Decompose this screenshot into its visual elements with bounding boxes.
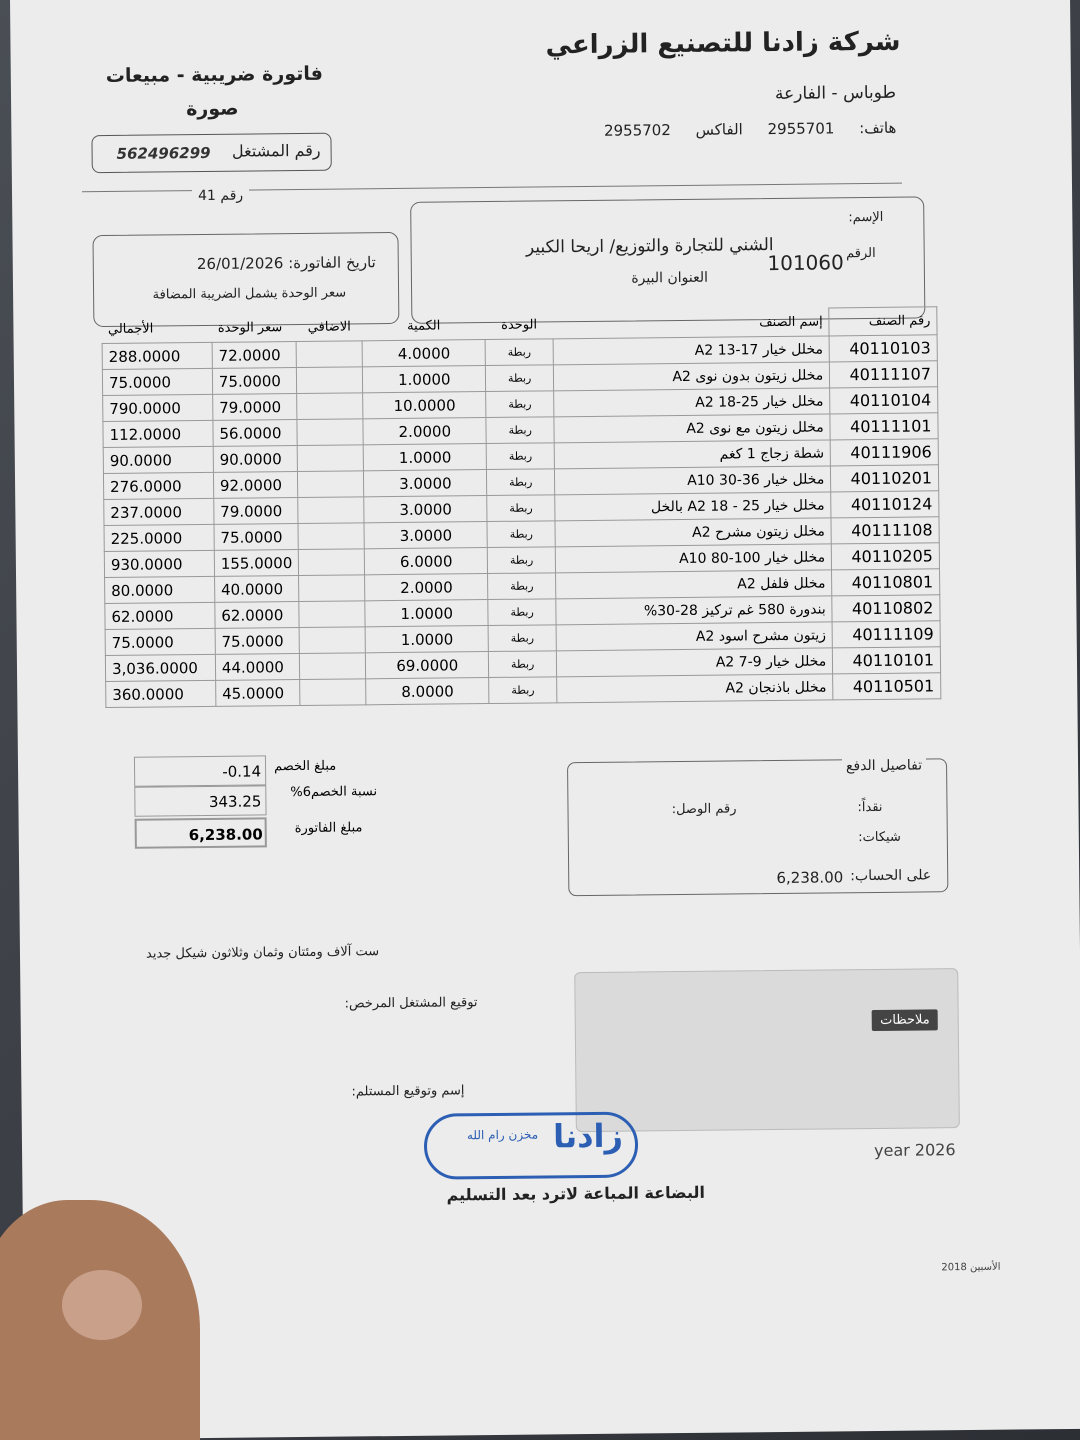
item-qty: 3.0000 bbox=[364, 522, 487, 549]
item-total: 276.0000 bbox=[103, 472, 213, 499]
item-additional bbox=[297, 367, 363, 394]
item-unit: ربطة bbox=[488, 625, 556, 652]
item-unit-price: 75.0000 bbox=[212, 368, 297, 395]
item-unit: ربطة bbox=[488, 573, 556, 600]
operator-label: رقم المشتغل bbox=[231, 140, 321, 161]
item-name: مخلل خيار 25 - 18 A2 بالخل bbox=[555, 492, 832, 521]
item-additional bbox=[299, 601, 365, 628]
item-code: 40110801 bbox=[832, 569, 940, 596]
invoice-total: 6,238.00 bbox=[188, 825, 263, 845]
header-total: الأجمالي bbox=[107, 321, 154, 337]
item-qty: 1.0000 bbox=[363, 444, 486, 471]
item-unit: ربطة bbox=[488, 599, 556, 626]
item-name: مخلل خيار 9-7 A2 bbox=[556, 648, 833, 677]
operator-number-box bbox=[91, 133, 331, 174]
item-total: 3,036.0000 bbox=[105, 654, 215, 681]
item-qty: 1.0000 bbox=[365, 626, 488, 653]
amount-in-words: ست آلاف ومئتان وثمان وثلاثون شيكل جديد bbox=[145, 944, 380, 962]
discount-amount-label: مبلغ الخصم bbox=[273, 758, 337, 775]
header-qty: الكمية bbox=[407, 318, 441, 334]
item-qty: 3.0000 bbox=[364, 496, 487, 523]
item-unit-price: 45.0000 bbox=[215, 679, 300, 706]
item-name: مخلل خيار 17-13 A2 bbox=[553, 336, 830, 365]
item-code: 40110104 bbox=[830, 387, 938, 414]
payment-heading: تفاصيل الدفع bbox=[842, 757, 926, 774]
item-code: 40111109 bbox=[832, 621, 940, 648]
item-additional bbox=[300, 653, 366, 680]
item-unit: ربطة bbox=[487, 469, 555, 496]
company-address: طوباس - الفارعة bbox=[774, 82, 897, 104]
item-unit: ربطة bbox=[487, 521, 555, 548]
item-unit: ربطة bbox=[486, 417, 554, 444]
discount-amount: -0.14 bbox=[222, 762, 262, 781]
fax-label: الفاكس bbox=[695, 120, 743, 139]
item-total: 75.0000 bbox=[105, 628, 215, 655]
item-unit: ربطة bbox=[485, 339, 553, 366]
item-unit: ربطة bbox=[487, 443, 555, 470]
discount-rate-value: 343.25 bbox=[208, 792, 262, 811]
item-total: 112.0000 bbox=[103, 420, 213, 447]
item-total: 360.0000 bbox=[106, 680, 216, 707]
item-total: 62.0000 bbox=[105, 602, 215, 629]
item-additional bbox=[298, 523, 364, 550]
item-additional bbox=[299, 549, 365, 576]
thumb-nail bbox=[62, 1270, 142, 1340]
item-unit-price: 75.0000 bbox=[215, 628, 300, 655]
item-code: 40111108 bbox=[831, 517, 939, 544]
item-unit-price: 44.0000 bbox=[215, 654, 300, 681]
item-total: 237.0000 bbox=[104, 498, 214, 525]
customer-name-label: الإسم: bbox=[848, 209, 884, 226]
account-value: 6,238.00 bbox=[776, 868, 844, 888]
bottom-small-print: الأسبين 2018 bbox=[941, 1261, 1001, 1274]
item-qty: 8.0000 bbox=[366, 678, 489, 705]
item-additional bbox=[297, 419, 363, 446]
item-code: 40110201 bbox=[831, 465, 939, 492]
discount-rate-row bbox=[134, 785, 266, 816]
discount-amount-row bbox=[134, 755, 266, 786]
item-unit-price: 155.0000 bbox=[214, 550, 299, 577]
item-qty: 10.0000 bbox=[363, 392, 486, 419]
item-additional bbox=[300, 679, 366, 706]
item-unit-price: 72.0000 bbox=[212, 342, 297, 369]
item-unit: ربطة bbox=[489, 651, 557, 678]
item-additional bbox=[297, 341, 363, 368]
stamp-brand: زادنا bbox=[552, 1116, 624, 1156]
item-code: 40111101 bbox=[830, 413, 938, 440]
item-unit-price: 56.0000 bbox=[213, 420, 298, 447]
discount-rate-label: نسبة الخصم6% bbox=[290, 784, 378, 801]
customer-number: 101060 bbox=[767, 250, 844, 276]
item-code: 40111107 bbox=[830, 361, 938, 388]
invoice-paper bbox=[10, 0, 1080, 1440]
header-additional: الاضافي bbox=[307, 319, 351, 335]
invoice-number: رقم 41 bbox=[192, 188, 249, 205]
item-code: 40110205 bbox=[831, 543, 939, 570]
phone-number: 2955701 bbox=[767, 119, 835, 139]
notes-box bbox=[574, 968, 960, 1132]
item-code: 40110124 bbox=[831, 491, 939, 518]
item-unit-price: 62.0000 bbox=[215, 602, 300, 629]
item-unit-price: 79.0000 bbox=[213, 394, 298, 421]
item-total: 790.0000 bbox=[103, 394, 213, 421]
item-code: 40110103 bbox=[829, 335, 937, 362]
item-total: 90.0000 bbox=[103, 446, 213, 473]
invoice-date: تاريخ الفاتورة: 26/01/2026 bbox=[196, 253, 376, 274]
receiver-signature-label: إسم وتوقيع المستلم: bbox=[351, 1083, 465, 1100]
item-name: مخلل خيار 25-18 A2 bbox=[554, 388, 831, 417]
item-qty: 1.0000 bbox=[363, 366, 486, 393]
item-name: مخلل خيار 100-80 A10 bbox=[555, 544, 832, 573]
items-table bbox=[101, 306, 941, 708]
invoice-total-row bbox=[135, 817, 267, 848]
header-code: رقم الصنف bbox=[829, 307, 937, 336]
item-unit: ربطة bbox=[486, 365, 554, 392]
item-unit-price: 79.0000 bbox=[214, 498, 299, 525]
item-qty: 1.0000 bbox=[365, 600, 488, 627]
item-name: مخلل خيار 36-30 A10 bbox=[554, 466, 831, 495]
item-additional bbox=[299, 575, 365, 602]
licensed-signature-label: توقيع المشتغل المرخص: bbox=[344, 995, 478, 1012]
item-unit-price: 90.0000 bbox=[213, 446, 298, 473]
item-name: مخلل باذنجان A2 bbox=[557, 674, 834, 703]
no-return-note: البضاعة المباعة لاترد بعد التسليم bbox=[446, 1182, 706, 1205]
phone-label: هاتف: bbox=[859, 118, 897, 138]
item-unit-price: 40.0000 bbox=[214, 576, 299, 603]
item-unit: ربطة bbox=[487, 495, 555, 522]
header-name: إسم الصنف bbox=[759, 314, 823, 330]
item-code: 40111906 bbox=[830, 439, 938, 466]
customer-address: العنوان البيرة bbox=[631, 269, 709, 287]
price-note: سعر الوحدة يشمل الضريبة المضافة bbox=[152, 285, 347, 303]
item-additional bbox=[298, 445, 364, 472]
header-unit-price: سعر الوحدة bbox=[217, 319, 283, 336]
item-name: زيتون مشرح اسود A2 bbox=[556, 622, 833, 651]
stamp-subtitle: مخزن رام الله bbox=[466, 1127, 539, 1143]
payment-details-box bbox=[567, 758, 948, 896]
company-name: شركة زادنا للتصنيع الزراعي bbox=[545, 26, 901, 61]
contact-row bbox=[584, 119, 897, 140]
customer-number-label: الرقم bbox=[845, 245, 876, 262]
customer-name: الشني للتجارة والتوزيع/ اريحا الكبير bbox=[525, 235, 774, 258]
item-qty: 2.0000 bbox=[363, 418, 486, 445]
fax-number: 2955702 bbox=[603, 121, 671, 140]
item-name: شطة زجاج 1 كغم bbox=[554, 440, 831, 469]
item-qty: 6.0000 bbox=[365, 548, 488, 575]
customer-box bbox=[410, 196, 925, 323]
item-unit: ربطة bbox=[489, 677, 557, 704]
item-total: 225.0000 bbox=[104, 524, 214, 551]
operator-number: 562496299 bbox=[116, 143, 211, 163]
company-stamp bbox=[424, 1111, 639, 1179]
cheques-label: شيكات: bbox=[858, 829, 901, 846]
notes-label: ملاحظات bbox=[872, 1009, 938, 1031]
item-qty: 4.0000 bbox=[362, 340, 485, 367]
item-additional bbox=[298, 471, 364, 498]
item-name: مخلل زيتون مشرح A2 bbox=[555, 518, 832, 547]
item-unit-price: 92.0000 bbox=[213, 472, 298, 499]
cash-label: نقداً: bbox=[857, 799, 883, 816]
item-unit: ربطة bbox=[488, 547, 556, 574]
item-code: 40110802 bbox=[832, 595, 940, 622]
item-unit: ربطة bbox=[486, 391, 554, 418]
invoice-total-label: مبلغ الفاتورة bbox=[294, 820, 363, 837]
item-total: 75.0000 bbox=[102, 368, 212, 395]
item-code: 40110501 bbox=[833, 673, 941, 700]
copy-label: صورة bbox=[186, 97, 239, 121]
year-label: year 2026 bbox=[873, 1140, 956, 1161]
item-code: 40110101 bbox=[833, 647, 941, 674]
receipt-label: رقم الوصل: bbox=[671, 801, 737, 818]
item-total: 930.0000 bbox=[104, 550, 214, 577]
item-qty: 69.0000 bbox=[366, 652, 489, 679]
item-qty: 3.0000 bbox=[364, 470, 487, 497]
item-qty: 2.0000 bbox=[365, 574, 488, 601]
header-unit: الوحدة bbox=[501, 317, 538, 333]
item-total: 288.0000 bbox=[102, 342, 212, 369]
item-name: مخلل زيتون مع نوى A2 bbox=[554, 414, 831, 443]
item-name: بندورة 580 غم تركيز 28-30% bbox=[556, 596, 833, 625]
item-additional bbox=[300, 627, 366, 654]
item-additional bbox=[298, 497, 364, 524]
item-name: مخلل زيتون بدون نوى A2 bbox=[553, 362, 830, 391]
item-total: 80.0000 bbox=[105, 576, 215, 603]
account-label: على الحساب: bbox=[850, 867, 932, 885]
item-name: مخلل فلفل A2 bbox=[556, 570, 833, 599]
item-additional bbox=[297, 393, 363, 420]
invoice-title: فاتورة ضريبية - مبيعات bbox=[105, 62, 323, 88]
item-unit-price: 75.0000 bbox=[214, 524, 299, 551]
